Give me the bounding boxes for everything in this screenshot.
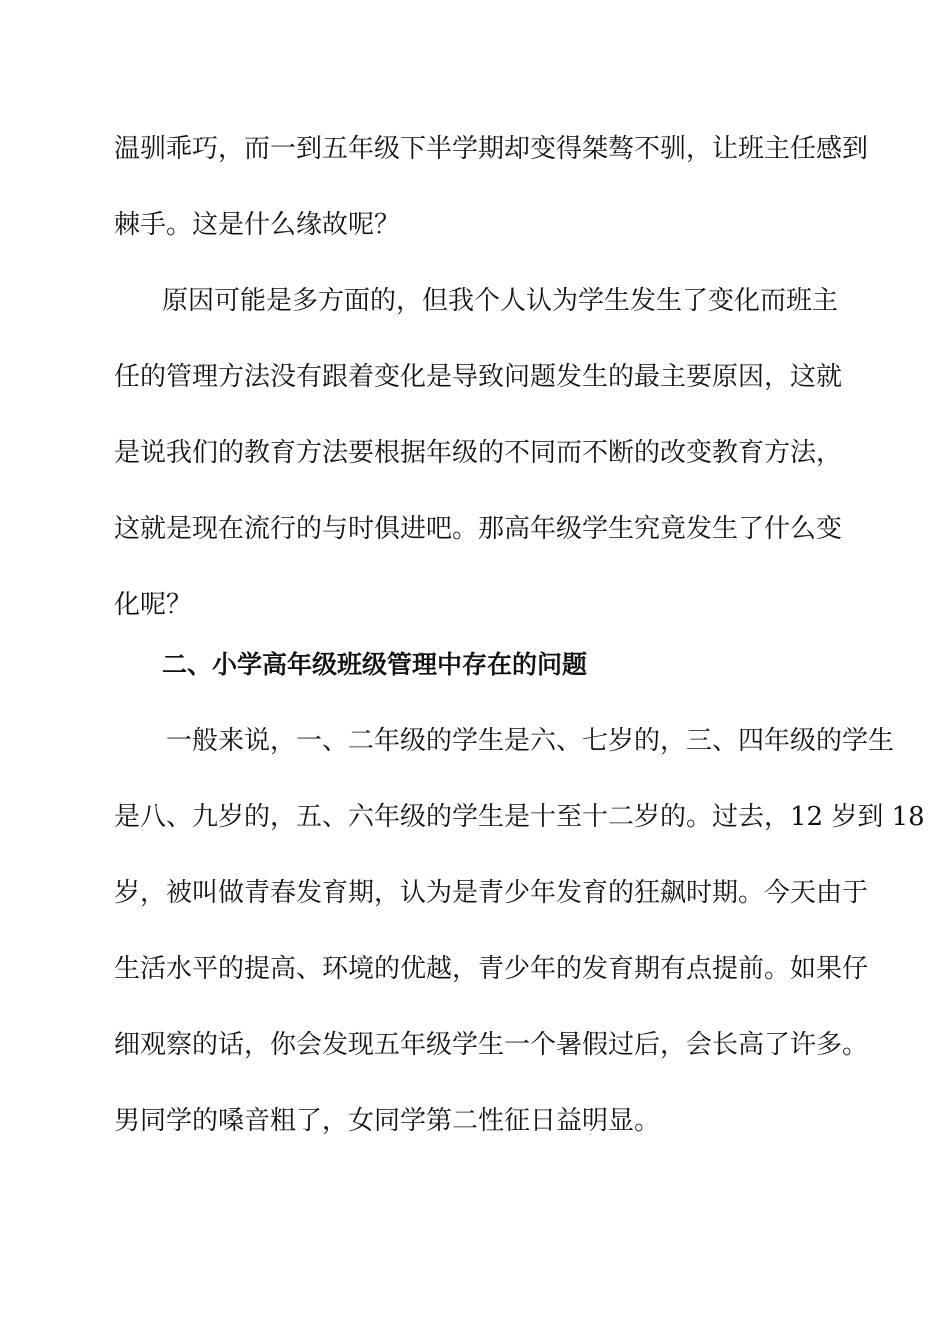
paragraph-2-line-5: 化呢？ (114, 590, 193, 620)
paragraph-3-line-4: 生活水平的提高、环境的优越，青少年的发育期有点提前。如果仔 (114, 954, 869, 984)
paragraph-3-line-1: 一般来说，一、二年级的学生是六、七岁的，三、四年级的学生 (166, 726, 895, 756)
paragraph-1-line-2: 棘手。这是什么缘故呢？ (114, 210, 401, 240)
paragraph-2-line-1: 原因可能是多方面的，但我个人认为学生发生了变化而班主 (162, 286, 839, 316)
paragraph-2-line-2: 任的管理方法没有跟着变化是导致问题发生的最主要原因，这就 (114, 362, 843, 392)
paragraph-1-line-1: 温驯乖巧，而一到五年级下半学期却变得桀骜不驯，让班主任感到 (114, 134, 869, 164)
paragraph-3-line-6: 男同学的嗓音粗了，女同学第二性征日益明显。 (114, 1106, 661, 1136)
paragraph-3-line-2: 是八、九岁的，五、六年级的学生是十至十二岁的。过去，12 岁到 18 (114, 802, 925, 832)
paragraph-3-line-3: 岁，被叫做青春发育期，认为是青少年发育的狂飙时期。今天由于 (114, 878, 869, 908)
paragraph-2-line-3: 是说我们的教育方法要根据年级的不同而不断的改变教育方法， (114, 438, 843, 468)
paragraph-3-line-5: 细观察的话，你会发现五年级学生一个暑假过后，会长高了许多。 (114, 1030, 869, 1060)
paragraph-2-line-4: 这就是现在流行的与时俱进吧。那高年级学生究竟发生了什么变 (114, 514, 843, 544)
section-heading: 二、小学高年级班级管理中存在的问题 (162, 650, 588, 679)
